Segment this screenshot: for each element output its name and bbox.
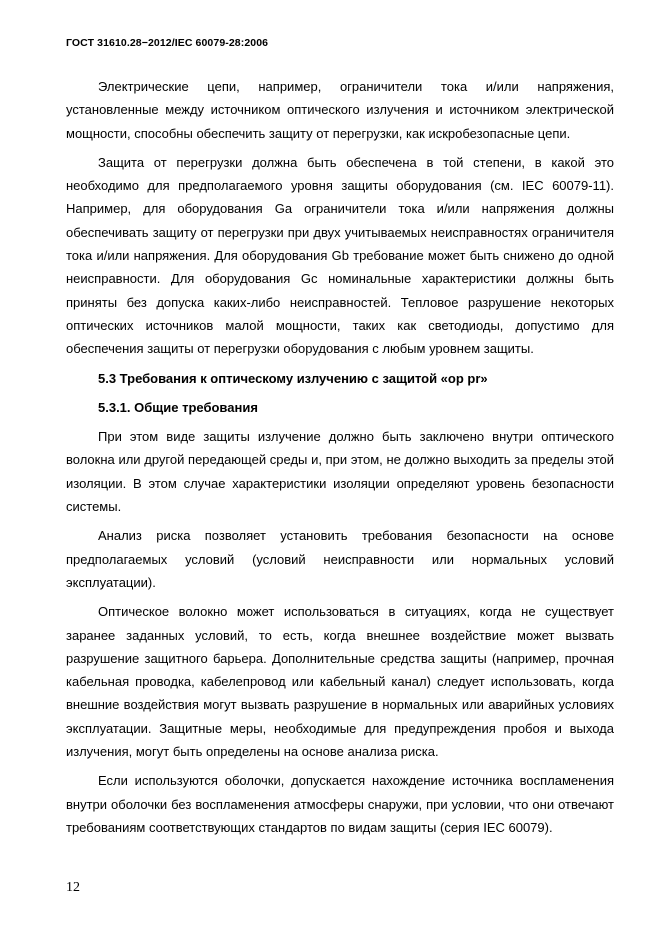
paragraph-overload-protection: Защита от перегрузки должна быть обеспечена в той степени, в какой это необходимо для предполагаемого уровня защиты оборудования (см. IEC 60079-11). Например, для оборудования Ga ограничители тока и/или напряжения должны обеспечивать защиту от перегрузки при двух учитываемых неисправностях ограничителя тока и/или напряжения. Для оборудования Gb требование может быть снижено до одной неисправности. Для оборудования Gc номинальные характеристики должны быть приняты без допуска каких-либо неисправностей. Тепловое разрушение некоторых оптических источников малой мощности, таких как светодиоды, допустимо для обеспечения защиты от перегрузки оборудования с любым уровнем защиты. bbox=[66, 154, 614, 357]
section-heading-5-3: 5.3 Требования к оптическому излучению с защитой «op pr» bbox=[98, 370, 488, 386]
page-number: 12 bbox=[66, 880, 80, 895]
subsection-heading-5-3-1 bbox=[66, 396, 614, 419]
paragraph-enclosures: Если используются оболочки, допускается нахождение источника воспламенения внутри оболочки без воспламенения атмосферы снаружи, при условии, что они отвечают требованиям соответствующих стандартов по видам защиты (серия IEC 60079). bbox=[66, 773, 614, 835]
subsection-title: . Общие требования bbox=[126, 399, 258, 415]
paragraph-optical-fiber: Оптическое волокно может использоваться в ситуациях, когда не существует заранее заданных условий, то есть, когда внешнее воздействие может вызвать разрушение защитного барьера. Дополнительные средства защиты (например, прочная кабельная проводка, кабелепровод или кабельный канал) следует использовать, когда внешние воздействия могут вызвать разрушение в нормальных или аварийных условиях эксплуатации. Защитные меры, необходимые для предупреждения пробоя и выхода излучения, могут быть определены на основе анализа риска. bbox=[66, 604, 614, 760]
paragraph-radiation-confinement: При этом виде защиты излучение должно быть заключено внутри оптического волокна или другой передающей среды и, при этом, не должно выходить за пределы этой изоляции. В этом случае характеристики изоляции определяют уровень безопасности системы. bbox=[66, 429, 614, 515]
document-body bbox=[66, 75, 614, 845]
subsection-number: 5.3.1 bbox=[98, 399, 127, 415]
document-header: ГОСТ 31610.28−2012/IEC 60079-28:2006 bbox=[66, 37, 269, 49]
paragraph-risk-analysis: Анализ риска позволяет установить требования безопасности на основе предполагаемых условий (условий неисправности или нормальных условий эксплуатации). bbox=[66, 528, 614, 590]
paragraph-overload-circuits: Электрические цепи, например, ограничители тока и/или напряжения, установленные между источником оптического излучения и источником электрической мощности, способны обеспечить защиту от перегрузки, как искробезопасные цепи. bbox=[66, 79, 614, 141]
